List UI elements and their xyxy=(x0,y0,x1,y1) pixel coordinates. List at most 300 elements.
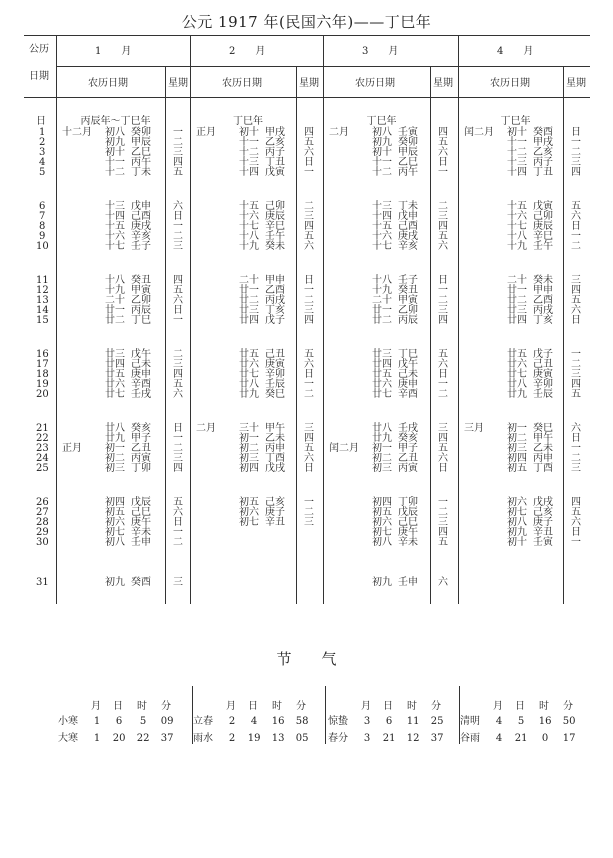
weekday: 四 xyxy=(571,285,581,296)
weekday: 一 xyxy=(438,285,448,296)
lunar-month-marker: 正月 xyxy=(62,443,82,454)
day-number: 18 xyxy=(36,369,49,380)
header-xingqi: 星期 xyxy=(433,78,453,89)
jieqi-value: 3 xyxy=(363,716,371,727)
ganzhi: 辛卯 xyxy=(265,369,285,380)
weekday: 五 xyxy=(438,537,448,548)
weekday: 一 xyxy=(571,137,581,148)
lunar-day: 十一 xyxy=(507,137,527,148)
weekday: 四 xyxy=(438,433,448,444)
lunar-day: 初三 xyxy=(507,443,527,454)
weekday-divider xyxy=(165,66,166,604)
header-nongli: 农历日期 xyxy=(355,78,395,89)
jieqi-value: 21 xyxy=(382,733,396,744)
lunar-day: 十八 xyxy=(105,275,125,286)
jieqi-value: 4 xyxy=(250,716,258,727)
ganzhi: 己未 xyxy=(131,359,151,370)
lunar-day: 初一 xyxy=(372,443,392,454)
lunar-day: 廿三 xyxy=(507,305,527,316)
lunar-day: 初五 xyxy=(105,507,125,518)
weekday: 六 xyxy=(173,201,183,212)
ganzhi: 丙子 xyxy=(533,157,553,168)
year-note: 丁巳年 xyxy=(233,116,263,127)
ganzhi: 辛卯 xyxy=(533,379,553,390)
lunar-day: 廿七 xyxy=(105,389,125,400)
weekday: 三 xyxy=(173,359,183,370)
ganzhi: 甲寅 xyxy=(131,285,151,296)
weekday: 二 xyxy=(438,201,448,212)
lunar-month-marker: 正月 xyxy=(196,127,216,138)
month-divider xyxy=(458,35,459,604)
day-number: 15 xyxy=(36,315,49,326)
weekday: 日 xyxy=(571,221,581,232)
day-number: 12 xyxy=(36,285,49,296)
weekday: 二 xyxy=(304,201,314,212)
weekday: 四 xyxy=(438,527,448,538)
weekday: 三 xyxy=(438,305,448,316)
ganzhi: 癸巳 xyxy=(265,389,285,400)
ganzhi: 庚戌 xyxy=(398,231,418,242)
weekday: 三 xyxy=(438,517,448,528)
ganzhi: 壬辰 xyxy=(533,389,553,400)
weekday: 一 xyxy=(571,443,581,454)
lunar-day: 初六 xyxy=(239,507,259,518)
lunar-day: 初八 xyxy=(372,537,392,548)
weekday: 日 xyxy=(173,211,183,222)
jieqi-name: 大寒 xyxy=(58,733,78,744)
weekday: 日 xyxy=(438,157,448,168)
ganzhi: 乙丑 xyxy=(398,453,418,464)
weekday-divider xyxy=(430,66,431,604)
day-number: 14 xyxy=(36,305,49,316)
lunar-day: 初七 xyxy=(372,527,392,538)
weekday: 三 xyxy=(438,423,448,434)
ganzhi: 乙亥 xyxy=(265,137,285,148)
year-note: 丙辰年～丁巳年 xyxy=(80,116,151,127)
jieqi-value: 21 xyxy=(514,733,528,744)
ganzhi: 壬戌 xyxy=(398,423,418,434)
ganzhi: 戊子 xyxy=(265,315,285,326)
weekday: 一 xyxy=(438,379,448,390)
jieqi-name: 春分 xyxy=(328,733,348,744)
weekday: 一 xyxy=(173,315,183,326)
weekday: 四 xyxy=(571,497,581,508)
weekday: 五 xyxy=(571,389,581,400)
jieqi-value: 37 xyxy=(160,733,174,744)
jieqi-value: 1 xyxy=(93,733,101,744)
lunar-day: 初九 xyxy=(507,527,527,538)
ganzhi: 丁酉 xyxy=(265,453,285,464)
ganzhi: 癸未 xyxy=(533,275,553,286)
lunar-day: 廿六 xyxy=(372,379,392,390)
ganzhi: 癸亥 xyxy=(398,433,418,444)
weekday: 一 xyxy=(173,221,183,232)
jieqi-header: 月 xyxy=(226,701,236,712)
lunar-day: 初七 xyxy=(507,507,527,518)
lunar-day: 廿九 xyxy=(105,433,125,444)
header-nongli: 农历日期 xyxy=(490,78,530,89)
weekday: 五 xyxy=(304,231,314,242)
weekday: 二 xyxy=(173,231,183,242)
lunar-day: 廿五 xyxy=(105,369,125,380)
ganzhi: 丙子 xyxy=(265,147,285,158)
lunar-day: 廿一 xyxy=(372,305,392,316)
ganzhi: 乙未 xyxy=(533,443,553,454)
ganzhi: 乙卯 xyxy=(398,305,418,316)
jieqi-value: 58 xyxy=(295,716,309,727)
lunar-day: 十二 xyxy=(372,167,392,178)
lunar-day: 廿六 xyxy=(239,359,259,370)
lunar-day: 廿一 xyxy=(507,285,527,296)
lunar-day: 初一 xyxy=(507,423,527,434)
weekday: 二 xyxy=(173,349,183,360)
lunar-day: 廿三 xyxy=(105,349,125,360)
lunar-day: 十一 xyxy=(239,137,259,148)
weekday: 六 xyxy=(438,577,448,588)
weekday: 五 xyxy=(571,201,581,212)
lunar-day: 十六 xyxy=(105,231,125,242)
ganzhi: 辛未 xyxy=(131,527,151,538)
ganzhi: 癸丑 xyxy=(398,285,418,296)
ganzhi: 辛酉 xyxy=(131,379,151,390)
lunar-day: 十五 xyxy=(239,201,259,212)
lunar-day: 初六 xyxy=(372,517,392,528)
lunar-day: 初一 xyxy=(105,443,125,454)
day-number: 3 xyxy=(39,147,46,158)
ganzhi: 甲午 xyxy=(265,423,285,434)
jieqi-header: 时 xyxy=(137,701,147,712)
ganzhi: 乙丑 xyxy=(131,443,151,454)
weekday: 五 xyxy=(173,285,183,296)
ganzhi: 乙酉 xyxy=(533,295,553,306)
table-top-rule xyxy=(24,35,590,36)
day-number: 25 xyxy=(36,463,49,474)
lunar-day: 廿九 xyxy=(507,389,527,400)
ganzhi: 丙申 xyxy=(533,453,553,464)
day-number: 19 xyxy=(36,379,49,390)
weekday: 六 xyxy=(304,147,314,158)
lunar-day: 十八 xyxy=(372,275,392,286)
lunar-day: 初九 xyxy=(105,577,125,588)
jieqi-value: 12 xyxy=(406,733,420,744)
ganzhi: 丁丑 xyxy=(265,157,285,168)
lunar-day: 初二 xyxy=(372,453,392,464)
lunar-day: 初八 xyxy=(105,537,125,548)
weekday: 日 xyxy=(438,369,448,380)
weekday: 日 xyxy=(304,463,314,474)
ganzhi: 丁巳 xyxy=(131,315,151,326)
jieqi-value: 4 xyxy=(495,733,503,744)
weekday: 日 xyxy=(571,315,581,326)
jieqi-header: 月 xyxy=(493,701,503,712)
ganzhi: 己丑 xyxy=(533,359,553,370)
ganzhi: 丙寅 xyxy=(131,453,151,464)
weekday-divider xyxy=(563,66,564,604)
ganzhi: 丁未 xyxy=(398,201,418,212)
day-number: 8 xyxy=(39,221,46,232)
ganzhi: 辛亥 xyxy=(398,241,418,252)
lunar-day: 初九 xyxy=(105,137,125,148)
day-number: 24 xyxy=(36,453,49,464)
weekday: 四 xyxy=(438,221,448,232)
lunar-day: 廿八 xyxy=(507,379,527,390)
weekday: 三 xyxy=(571,157,581,168)
ganzhi: 戊寅 xyxy=(533,201,553,212)
lunar-month-marker: 闰二月 xyxy=(464,127,494,138)
weekday: 五 xyxy=(304,443,314,454)
lunar-day: 十七 xyxy=(507,221,527,232)
ganzhi: 辛未 xyxy=(398,537,418,548)
lunar-day: 初十 xyxy=(239,127,259,138)
lunar-day: 十一 xyxy=(105,157,125,168)
lunar-day: 初十 xyxy=(507,127,527,138)
ganzhi: 庚戌 xyxy=(131,221,151,232)
jieqi-header: 日 xyxy=(248,701,258,712)
lunar-month-marker: 二月 xyxy=(196,423,216,434)
day-number: 27 xyxy=(36,507,49,518)
ganzhi: 甲子 xyxy=(131,433,151,444)
weekday: 二 xyxy=(304,295,314,306)
header-month-2: 2 月 xyxy=(229,46,266,57)
lunar-month-marker: 二月 xyxy=(329,127,349,138)
ganzhi: 甲午 xyxy=(533,433,553,444)
ganzhi: 癸酉 xyxy=(533,127,553,138)
weekday: 六 xyxy=(438,359,448,370)
lunar-day: 廿四 xyxy=(372,359,392,370)
ganzhi: 辛酉 xyxy=(398,389,418,400)
jieqi-value: 16 xyxy=(271,716,285,727)
weekday: 五 xyxy=(173,167,183,178)
lunar-day: 廿八 xyxy=(372,423,392,434)
weekday: 六 xyxy=(304,453,314,464)
lunar-day: 廿九 xyxy=(372,433,392,444)
day-number: 4 xyxy=(39,157,46,168)
jieqi-value: 17 xyxy=(562,733,576,744)
ganzhi: 辛亥 xyxy=(131,231,151,242)
ganzhi: 辛丑 xyxy=(533,527,553,538)
ganzhi: 庚午 xyxy=(131,517,151,528)
ganzhi: 丙辰 xyxy=(131,305,151,316)
weekday: 二 xyxy=(438,295,448,306)
lunar-day: 十四 xyxy=(105,211,125,222)
weekday: 一 xyxy=(571,349,581,360)
day-number: 28 xyxy=(36,517,49,528)
header-xingqi: 星期 xyxy=(168,78,188,89)
weekday: 二 xyxy=(438,507,448,518)
jieqi-value: 05 xyxy=(295,733,309,744)
lunar-day: 廿二 xyxy=(239,295,259,306)
weekday: 三 xyxy=(571,463,581,474)
lunar-day: 廿五 xyxy=(239,349,259,360)
header-month-3: 3 月 xyxy=(362,46,399,57)
jieqi-value: 50 xyxy=(562,716,576,727)
ganzhi: 己卯 xyxy=(533,211,553,222)
weekday: 日 xyxy=(571,127,581,138)
jieqi-header: 月 xyxy=(91,701,101,712)
lunar-day: 初六 xyxy=(105,517,125,528)
ganzhi: 戊子 xyxy=(533,349,553,360)
ganzhi: 壬寅 xyxy=(533,537,553,548)
lunar-month-marker: 三月 xyxy=(464,423,484,434)
jieqi-value: 1 xyxy=(93,716,101,727)
ganzhi: 癸卯 xyxy=(398,137,418,148)
weekday: 五 xyxy=(571,295,581,306)
ganzhi: 戊午 xyxy=(131,349,151,360)
weekday: 日 xyxy=(571,433,581,444)
ganzhi: 己巳 xyxy=(398,517,418,528)
weekday: 四 xyxy=(438,127,448,138)
weekday: 二 xyxy=(571,359,581,370)
ganzhi: 丙午 xyxy=(398,167,418,178)
lunar-day: 三十 xyxy=(239,423,259,434)
header-xingqi: 星期 xyxy=(299,78,319,89)
lunar-day: 廿四 xyxy=(105,359,125,370)
weekday: 二 xyxy=(304,389,314,400)
ganzhi: 丁未 xyxy=(131,167,151,178)
lunar-day: 十三 xyxy=(507,157,527,168)
lunar-day: 十九 xyxy=(105,285,125,296)
jieqi-value: 13 xyxy=(271,733,285,744)
day-number: 7 xyxy=(39,211,46,222)
ganzhi: 癸卯 xyxy=(131,127,151,138)
jieqi-header: 时 xyxy=(539,701,549,712)
lunar-day: 初四 xyxy=(105,497,125,508)
lunar-day: 廿一 xyxy=(105,305,125,316)
lunar-day: 初二 xyxy=(507,433,527,444)
ganzhi: 庚子 xyxy=(533,517,553,528)
jieqi-value: 4 xyxy=(495,716,503,727)
ganzhi: 壬戌 xyxy=(131,389,151,400)
weekday: 六 xyxy=(304,359,314,370)
weekday: 二 xyxy=(571,453,581,464)
weekday-divider xyxy=(296,66,297,604)
lunar-day: 十八 xyxy=(239,231,259,242)
weekday: 三 xyxy=(304,517,314,528)
ganzhi: 丙戌 xyxy=(265,295,285,306)
day-number: 20 xyxy=(36,389,49,400)
weekday: 日 xyxy=(304,157,314,168)
header-nongli: 农历日期 xyxy=(222,78,262,89)
lunar-day: 十一 xyxy=(372,157,392,168)
jieqi-value: 20 xyxy=(112,733,126,744)
year-note: 丁巳年 xyxy=(366,116,397,127)
ganzhi: 甲戌 xyxy=(265,127,285,138)
weekday: 六 xyxy=(438,453,448,464)
lunar-day: 初十 xyxy=(507,537,527,548)
lunar-day: 初九 xyxy=(372,137,392,148)
jieqi-name: 谷雨 xyxy=(460,733,480,744)
weekday: 五 xyxy=(173,379,183,390)
day-column-divider xyxy=(56,35,57,604)
lunar-day: 初四 xyxy=(239,463,259,474)
lunar-day: 十七 xyxy=(239,221,259,232)
ganzhi: 庚寅 xyxy=(533,369,553,380)
weekday: 四 xyxy=(304,127,314,138)
lunar-day: 初五 xyxy=(372,507,392,518)
lunar-day: 廿六 xyxy=(507,359,527,370)
weekday: 六 xyxy=(173,295,183,306)
jieqi-value: 11 xyxy=(406,716,420,727)
ganzhi: 戊辰 xyxy=(131,497,151,508)
header-nongli: 农历日期 xyxy=(88,78,128,89)
ganzhi: 庚午 xyxy=(398,527,418,538)
ganzhi: 癸丑 xyxy=(131,275,151,286)
jieqi-header: 时 xyxy=(407,701,417,712)
weekday: 日 xyxy=(173,517,183,528)
ganzhi: 丁巳 xyxy=(398,349,418,360)
ganzhi: 戊戌 xyxy=(533,497,553,508)
weekday: 二 xyxy=(571,147,581,158)
jieqi-value: 3 xyxy=(363,733,371,744)
weekday: 一 xyxy=(304,285,314,296)
ganzhi: 壬申 xyxy=(131,537,151,548)
lunar-day: 十六 xyxy=(239,211,259,222)
day-number: 22 xyxy=(36,433,49,444)
weekday: 五 xyxy=(438,443,448,454)
day-number: 10 xyxy=(36,241,49,252)
jieqi-value: 22 xyxy=(136,733,150,744)
day-number: 2 xyxy=(39,137,46,148)
lunar-day: 初三 xyxy=(239,453,259,464)
ganzhi: 壬辰 xyxy=(265,379,285,390)
ganzhi: 己未 xyxy=(398,369,418,380)
weekday: 二 xyxy=(304,507,314,518)
lunar-day: 廿八 xyxy=(239,379,259,390)
header-month-1: 1 月 xyxy=(95,46,132,57)
jieqi-title: 节 气 xyxy=(276,650,337,668)
day-number: 29 xyxy=(36,527,49,538)
lunar-day: 初一 xyxy=(239,433,259,444)
lunar-day: 十六 xyxy=(507,211,527,222)
ganzhi: 壬午 xyxy=(265,231,285,242)
weekday: 五 xyxy=(438,349,448,360)
weekday: 三 xyxy=(173,453,183,464)
jieqi-header: 分 xyxy=(563,701,573,712)
lunar-day: 廿四 xyxy=(507,315,527,326)
weekday: 一 xyxy=(438,167,448,178)
header-xingqi: 星期 xyxy=(566,78,586,89)
ganzhi: 丁卯 xyxy=(398,497,418,508)
ganzhi: 壬申 xyxy=(398,577,418,588)
jieqi-header: 月 xyxy=(361,701,371,712)
weekday: 五 xyxy=(173,497,183,508)
weekday: 日 xyxy=(304,275,314,286)
lunar-day: 初四 xyxy=(372,497,392,508)
ganzhi: 庚申 xyxy=(131,369,151,380)
weekday: 六 xyxy=(438,241,448,252)
weekday: 三 xyxy=(173,577,183,588)
weekday: 一 xyxy=(173,127,183,138)
lunar-day: 二十 xyxy=(105,295,125,306)
lunar-day: 二十 xyxy=(239,275,259,286)
weekday: 三 xyxy=(304,211,314,222)
weekday: 日 xyxy=(173,423,183,434)
ganzhi: 丙戌 xyxy=(533,305,553,316)
lunar-day: 初八 xyxy=(105,127,125,138)
lunar-day: 二十 xyxy=(507,275,527,286)
weekday: 三 xyxy=(304,305,314,316)
day-number: 5 xyxy=(39,167,46,178)
lunar-day: 初九 xyxy=(372,577,392,588)
lunar-day: 十五 xyxy=(507,201,527,212)
ganzhi: 甲申 xyxy=(533,285,553,296)
month-divider xyxy=(190,35,191,604)
jieqi-header: 分 xyxy=(296,701,306,712)
ganzhi: 己卯 xyxy=(265,201,285,212)
weekday: 日 xyxy=(571,527,581,538)
ganzhi: 壬子 xyxy=(131,241,151,252)
day-number: 11 xyxy=(36,275,49,286)
